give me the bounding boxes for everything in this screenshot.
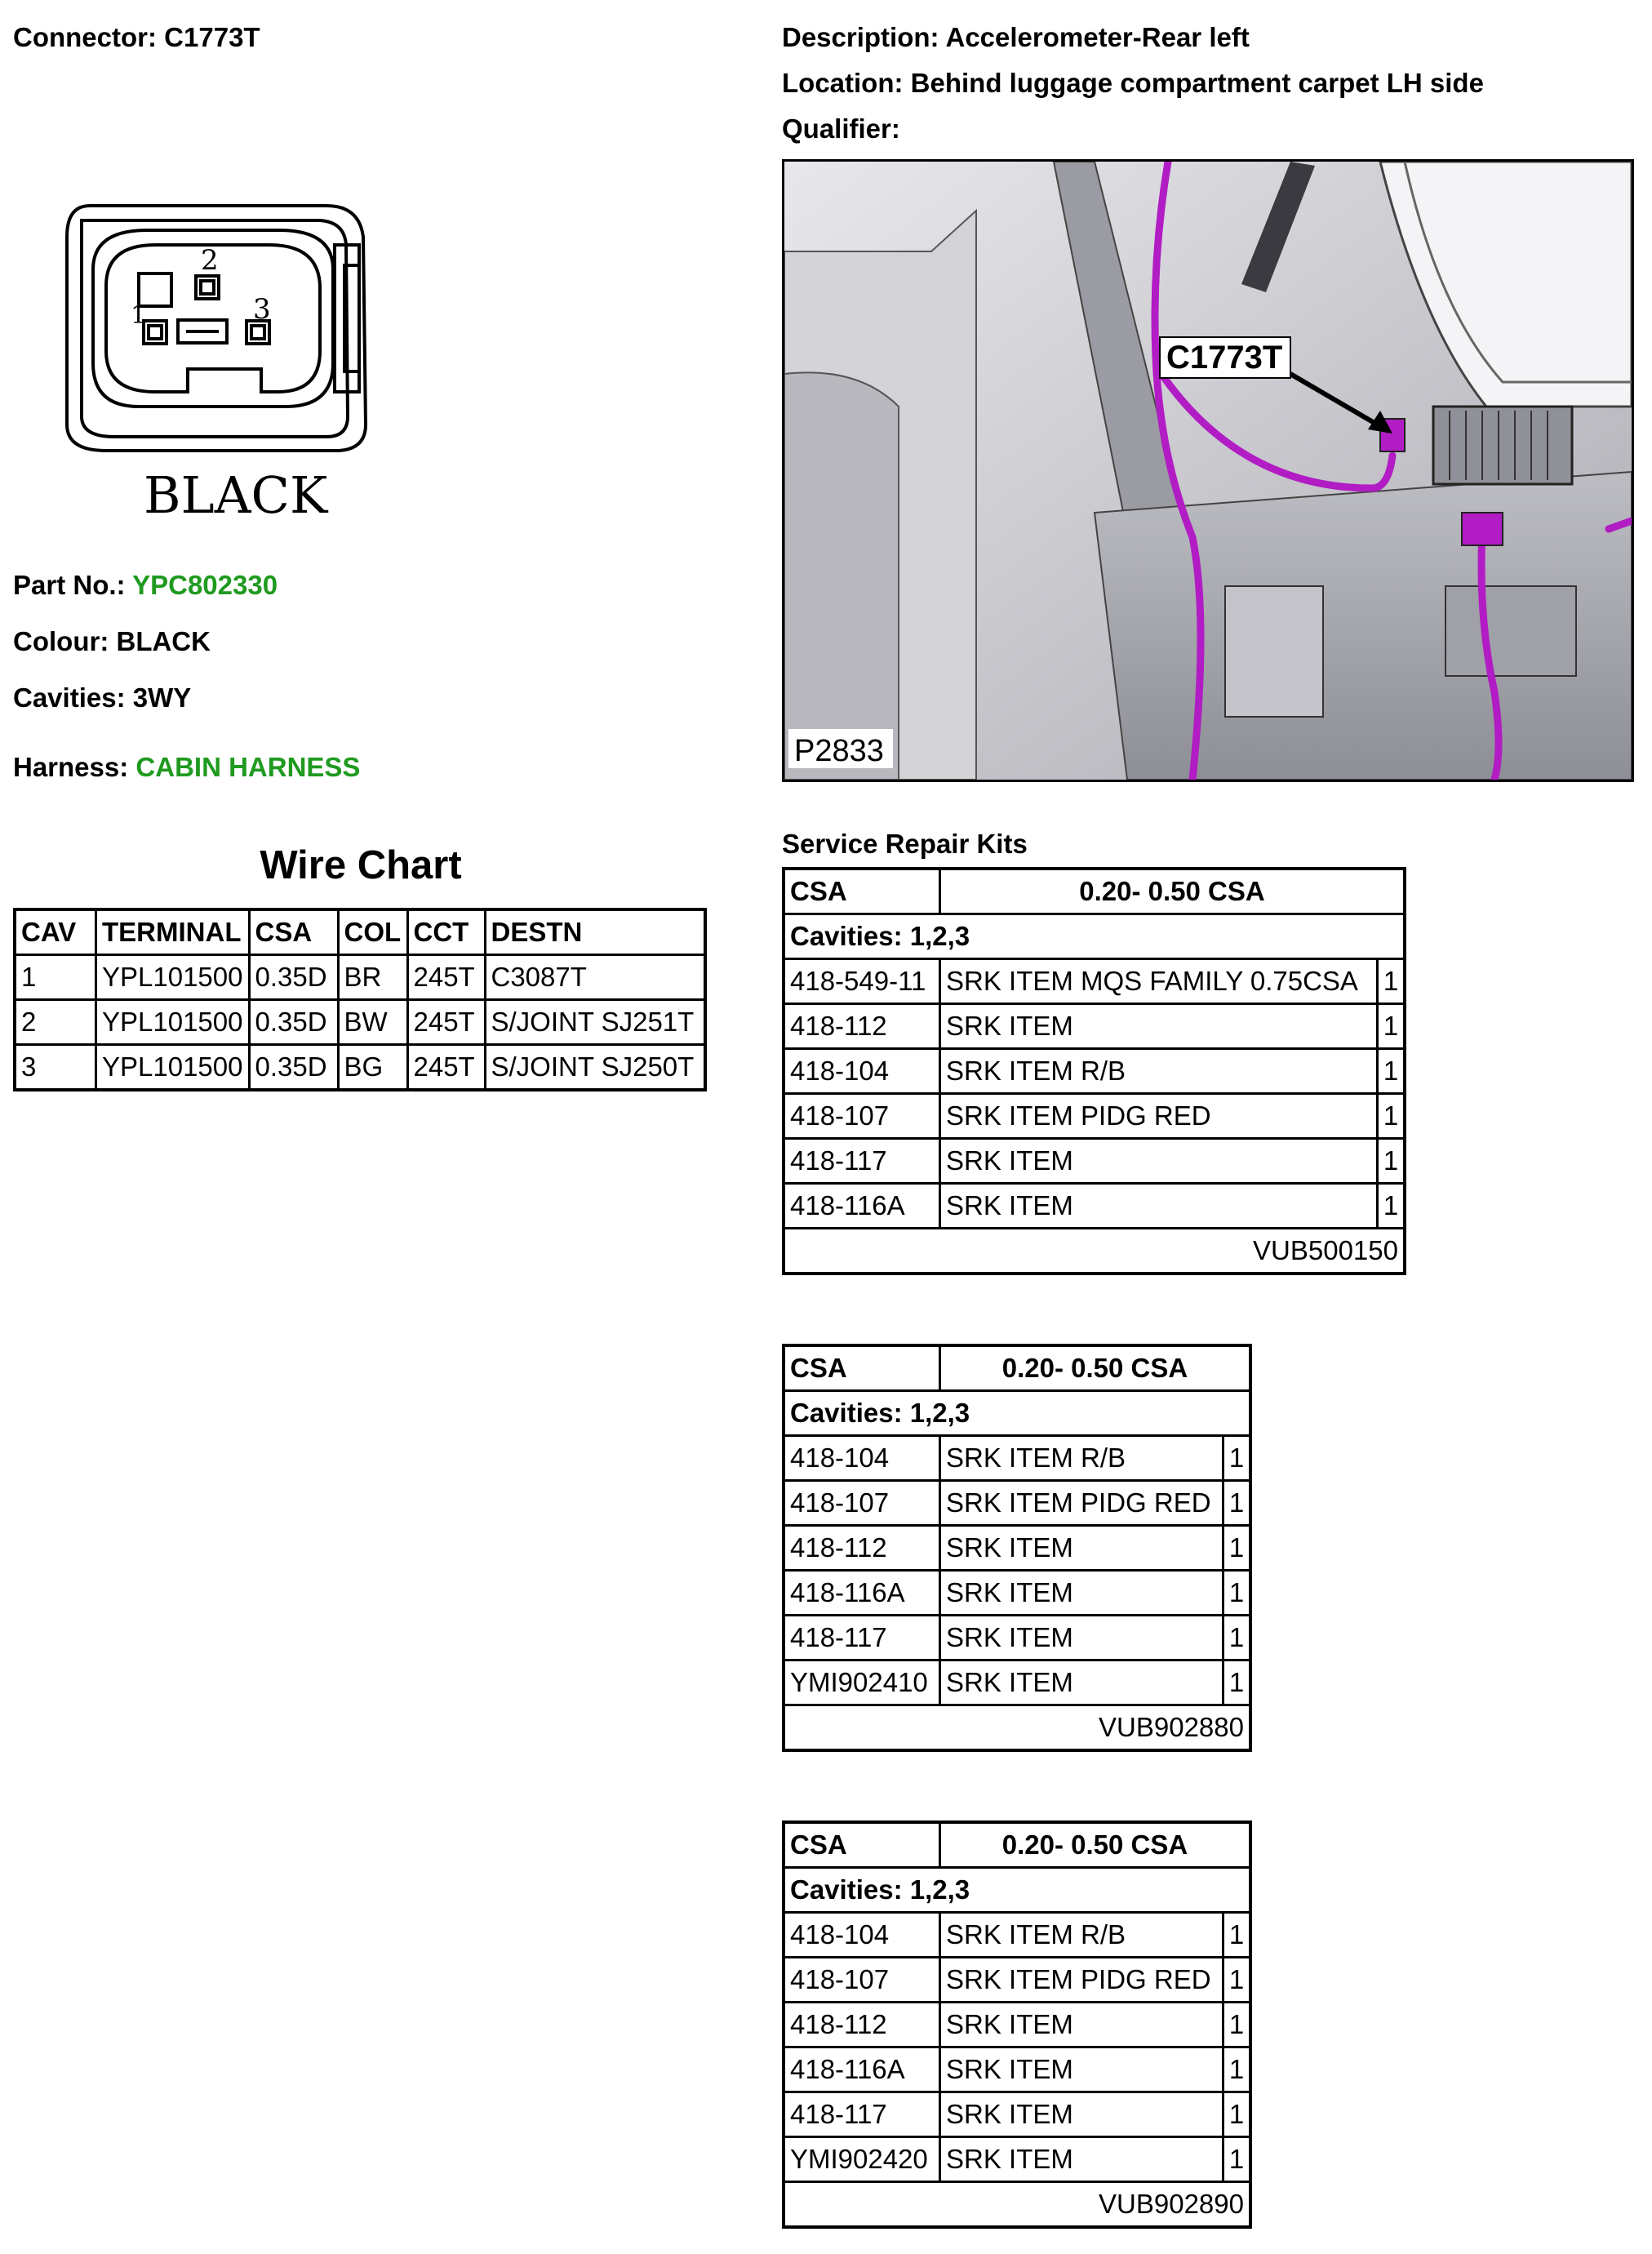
qualifier-line: Qualifier: (782, 113, 900, 144)
table-row: 418-117 SRK ITEM 1 (784, 1616, 1250, 1660)
kit-cavities-row: Cavities: 1,2,3 (784, 1868, 1250, 1913)
connector-face-icon (57, 188, 384, 522)
kit-cavities-row: Cavities: 1,2,3 (784, 914, 1405, 959)
kit-cavities-row: Cavities: 1,2,3 (784, 1391, 1250, 1436)
vehicle-interior-illustration (784, 162, 1632, 780)
kit-header-row: CSA 0.20- 0.50 CSA (784, 869, 1405, 914)
location-value: Behind luggage compartment carpet LH side (910, 68, 1484, 98)
cavity-number-1: 1 (131, 301, 147, 330)
table-row: 1 YPL101500 0.35D BR 245T C3087T (15, 955, 705, 1000)
wire-chart-header-row (15, 909, 705, 955)
table-row: 418-117 SRK ITEM 1 (784, 2092, 1250, 2137)
table-row: YMI902410 SRK ITEM 1 (784, 1660, 1250, 1705)
connector-id: C1773T (164, 22, 260, 52)
location-photo (782, 159, 1634, 782)
photo-reference: P2833 (794, 734, 884, 768)
photo-callout-label: C1773T (1166, 340, 1283, 376)
repair-kit-table-1 (782, 867, 1406, 1275)
table-row: 418-107 SRK ITEM PIDG RED 1 (784, 1958, 1250, 2003)
colour-value: BLACK (116, 626, 211, 656)
kit-number: VUB902890 (784, 2182, 1250, 2228)
cavity-number-2: 2 (201, 244, 219, 277)
colour-line: Colour: BLACK (13, 626, 211, 656)
table-row: 418-104 SRK ITEM R/B 1 (784, 1049, 1405, 1094)
table-row: 418-104 SRK ITEM R/B 1 (784, 1913, 1250, 1958)
header-csa: CSA (249, 909, 338, 955)
header-terminal: TERMINAL (96, 909, 250, 955)
table-row: 418-112 SRK ITEM 1 (784, 2003, 1250, 2047)
header-cct: CCT (407, 909, 485, 955)
cavities-line: Cavities: 3WY (13, 682, 192, 713)
harness-line: Harness: CABIN HARNESS (13, 752, 361, 782)
table-row: 418-104 SRK ITEM R/B 1 (784, 1436, 1250, 1481)
table-row: 418-107 SRK ITEM PIDG RED 1 (784, 1481, 1250, 1526)
table-row: 418-112 SRK ITEM 1 (784, 1004, 1405, 1049)
cavities-value: 3WY (132, 682, 192, 713)
header-cav: CAV (15, 909, 96, 955)
cavity-number-3: 3 (253, 293, 271, 326)
header-col: COL (338, 909, 407, 955)
part-no-line: Part No.: YPC802330 (13, 570, 278, 600)
table-row: 2 YPL101500 0.35D BW 245T S/JOINT SJ251T (15, 1000, 705, 1045)
kit-number: VUB902880 (784, 1705, 1250, 1751)
table-row: 418-549-11 SRK ITEM MQS FAMILY 0.75CSA 1 (784, 959, 1405, 1004)
kit-number: VUB500150 (784, 1229, 1405, 1274)
part-no-value: YPC802330 (132, 570, 278, 600)
kit-number-row (784, 1229, 1405, 1274)
wire-chart-title: Wire Chart (260, 843, 462, 887)
description-value: Accelerometer-Rear left (945, 22, 1250, 52)
description-line: Description: Accelerometer-Rear left (782, 22, 1250, 52)
kit-header-row: CSA 0.20- 0.50 CSA (784, 1345, 1250, 1391)
repair-kit-table-3 (782, 1821, 1252, 2229)
table-row: 3 YPL101500 0.35D BG 245T S/JOINT SJ250T (15, 1045, 705, 1091)
wire-chart-table (13, 908, 707, 1091)
connector-face-diagram (57, 188, 384, 522)
table-row: 418-116A SRK ITEM 1 (784, 1571, 1250, 1616)
table-row: YMI902420 SRK ITEM 1 (784, 2137, 1250, 2182)
connector-heading: Connector: C1773T (13, 22, 260, 52)
repair-kit-table-2 (782, 1344, 1252, 1752)
kit-number-row (784, 2182, 1250, 2228)
kit-number-row (784, 1705, 1250, 1751)
header-destn: DESTN (485, 909, 705, 955)
table-row: 418-112 SRK ITEM 1 (784, 1526, 1250, 1571)
table-row: 418-116A SRK ITEM 1 (784, 2047, 1250, 2092)
kit-header-row: CSA 0.20- 0.50 CSA (784, 1822, 1250, 1868)
table-row: 418-117 SRK ITEM 1 (784, 1139, 1405, 1184)
table-row: 418-107 SRK ITEM PIDG RED 1 (784, 1094, 1405, 1139)
service-repair-kits-title: Service Repair Kits (782, 829, 1028, 859)
harness-value: CABIN HARNESS (135, 752, 361, 782)
connector-colour-caption: BLACK (144, 465, 328, 522)
location-line: Location: Behind luggage compartment carpet LH side (782, 68, 1484, 98)
table-row: 418-116A SRK ITEM 1 (784, 1184, 1405, 1229)
